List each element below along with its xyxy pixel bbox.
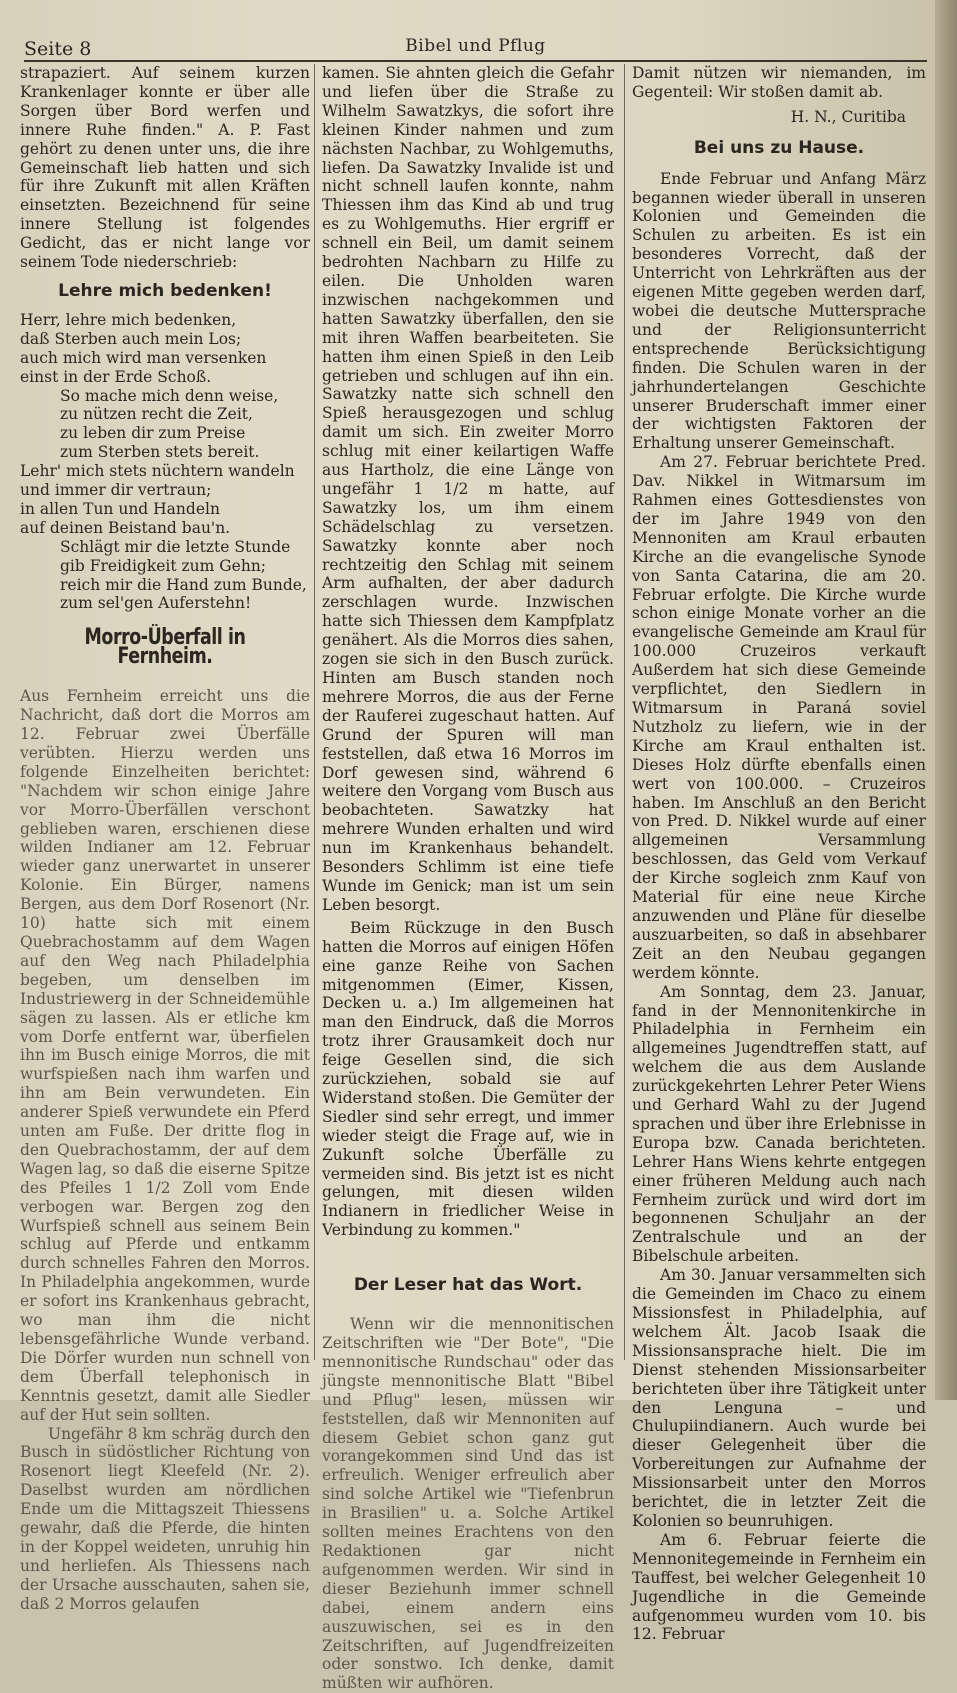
article-paragraph: Damit nützen wir niemanden, im Gegenteil: Wir stoßen damit ab. [632, 64, 926, 101]
article-paragraph: Ungefähr 8 km schräg durch den Busch in südöstlicher Richtung von Rosenort liegt Kleefeld (Nr. 2). Daselbst wurden am nördlichen Ende um die Mittagszeit Thiessens gewahr, daß die Pferde, die hinten in der Koppel weideten, unruhig hin und herliefen. Als Thiessens nach der Ursache ausschauten, sahen sie, daß 2 Morros gelaufen [20, 1424, 310, 1613]
article-paragraph: Wenn wir die mennonitischen Zeitschriften wie "Der Bote", "Die mennonitische Rundschau" oder das jüngste mennonitische Blatt "Bibel und Pflug" lesen, müssen wir feststellen, daß wir Mennoniten auf diesem Gebiet schon ganz gut vorangekommen sind Und das ist erfreulich. Weniger erfreulich aber sind solche Artikel wie "Tiefenbrun in Brasilien" u. a. Solche Artikel sollten meines Erachtens von den Redaktionen gar nicht aufgenommen werden. Wir sind in dieser Beziehunh immer schnell dabei, einem andern eins auszuwischen, sei es in den Zeitschriften, auf Jugendfreizeiten oder sonstwo. Ich denke, damit müßten wir aufhören. [322, 1315, 614, 1693]
poem-line: in allen Tun und Handeln [20, 499, 220, 518]
poem-line: zu leben dir zum Preise [60, 424, 246, 443]
poem [20, 311, 310, 614]
poem-line: Lehr' mich stets nüchtern wandeln [20, 462, 295, 481]
poem-line: Herr, lehre mich bedenken, [20, 310, 237, 329]
page-header [24, 34, 927, 62]
poem-line: So mache mich denn weise, [60, 386, 279, 405]
article-paragraph: Am Sonntag, dem 23. Januar, fand in der Mennonitenkirche in Philadelphia in Fernheim ein allgemeines Jugendtreffen statt, auf welchem die aus dem Auslande zurückgekehrten Lehrer Peter Wiens und Gerhard Wahl zu der Jugend sprachen und über ihre Erlebnisse in Europa bzw. Canada berichteten. Lehrer Hans Wiens kehrte entgegen einer früheren Meldung auch nach Fernheim zurück und wird dort im begonnenen Schuljahr an der Zentralschule und an der Bibelschule arbeiten. [632, 982, 926, 1266]
obituary-intro: strapaziert. Auf seinem kurzen Krankenlager konnte er über alle Sorgen über Bord werfen und innere Ruhe finden." A. P. Fast gehört zu denen unter uns, die ihre Gemeinschaft lieb hatten und sich für ihre Zukunft mit allen Kräften einsetzten. Bezeichnend für seine innere Stellung ist folgendes Gedicht, das er nicht lange vor seinem Tode niederschrieb: [20, 64, 310, 272]
article-paragraph: Aus Fernheim erreicht uns die Nachricht, daß dort die Morros am 12. Februar zwei Überfälle verübten. Hierzu werden uns folgende Einzelheiten berichtet: "Nachdem wir schon einige Jahre vor Morro-Überfällen verschont geblieben waren, erschienen diese wilden Indianer am 12. Februar wieder ganz unerwartet in unserer Kolonie. Ein Bürger, namens Bergen, aus dem Dorf Rosenort (Nr. 10) hatte sich mit einem Quebrachostamm auf dem Wagen auf den Weg nach Philadelphia begeben, um denselben im Industriewerg in der Schneidemühle sägen zu lassen. Als er etliche km vom Dorfe entfernt war, überfielen ihn im Busch einige Morros, die mit wurfspießen nach ihm warfen und ihn am Bein verwundeten. Ein anderer Spieß verwundete ein Pferd unten am Fuße. Der dritte flog in den Quebrachostamm, der auf dem Wagen lag, so daß die eiserne Spitze des Pfeiles 1 1/2 Zoll vom Ende verbogen war. Bergen zog den Wurfspieß schnell aus seinem Bein schlug auf Pferde und entkamm durch schnelles Fahren den Morros. In Philadelphia angekommen, wurde er sofort ins Krankenhaus gebracht, wo man ihm die nicht lebensgefährliche Wunde verband. Die Dörfer wurden nun schnell von dem Überfall telephonisch in Kenntnis gesetzt, damit alle Siedler auf der Hut sein sollten. [20, 687, 310, 1424]
poem-line: und immer dir vertraun; [20, 481, 212, 500]
poem-line: zum Sterben stets bereit. [60, 443, 260, 462]
poem-line: reich mir die Hand zum Bunde, [60, 575, 307, 594]
poem-line: daß Sterben auch mein Los; [20, 329, 242, 348]
article-paragraph: Am 6. Februar feierte die Mennonitegemeinde in Fernheim ein Tauffest, bei welcher Gelegenheit 10 Jugendliche in die Gemeinde aufgenommeu wurden vom 10. bis 12. Februar [632, 1530, 926, 1644]
page-number: Seite 8 [24, 38, 92, 60]
article-paragraph: Am 30. Januar versammelten sich die Gemeinden im Chaco zu einem Missionsfest in Philadelphia, auf welchem Ält. Jacob Isaak die Missionsansprache hielt. Die im Dienst stehenden Missionsarbeiter berichteten über ihre Tätigkeit unter den Lenguna – und Chulupiindianern. Auch wurde bei dieser Gelegenheit über die Vorbereitungen zur Aufnahme der Missionsarbeit unter den Morros berichtet, die in letzter Zeit die Kolonien so beunruhigen. [632, 1266, 926, 1530]
publication-title: Bibel und Pflug [405, 36, 546, 56]
poem-line: zum sel'gen Auferstehn! [60, 594, 252, 613]
column-rule-1 [314, 64, 315, 1360]
poem-line: auch mich wird man versenken [20, 348, 267, 367]
poem-line: zu nützen recht die Zeit, [60, 405, 253, 424]
poem-line: auf deinen Beistand bau'n. [20, 518, 231, 537]
column-3 [632, 64, 926, 1644]
column-rule-2 [624, 64, 625, 1360]
poem-line: einst in der Erde Schoß. [20, 367, 212, 386]
article-title-hause: Bei uns zu Hause. [693, 137, 865, 158]
article-paragraph: kamen. Sie ahnten gleich die Gefahr und liefen über die Straße zu Wilhelm Sawatzkys, die sofort ihre kleinen Kinder nahmen und zum nächsten Nachbar, zu Wohlgemuths, liefen. Da Sawatzky Invalide ist und nicht schnell laufen konnte, nahm Thiessen ihm das Kind ab und trug es zu Wohlgemuths. Hier ergriff er schnell ein Beil, um damit seinem bedrohten Nachbarn zu Hilfe zu eilen. Die Unholden waren inzwischen nachgekommen und hatten Sawatzky überfallen, den sie mit ihren Waffen bearbeiteten. Sie hatten ihm einen Spieß in den Leib getrieben und schlugen auf ihn ein. Sawatzky natte sich schnell den Spieß herausgezogen und schlug damit um sich. Ein zweiter Morro schlug mit einer keilartigen Waffe aus Hartholz, die eine Länge von ungefähr 1 1/2 m hatte, auf Sawatzky los, um ihm einem Schädelschlag zu versetzen. Sawatzky konnte aber noch rechtzeitig den Schlag mit seinem Arm aufhalten, der aber dadurch zerschlagen wurde. Inzwischen hatte sich Thiessen dem Kampfplatz genähert. Als die Morros dies sahen, zogen sie sich in den Busch zurück. Hinten am Busch standen noch mehrere Morros, die aus der Ferne der Rauferei zugeschaut hatten. Auf Grund der Spuren will man feststellen, daß etwa 16 Morros im Dorf gewesen sind, während 6 weitere den Vorgang vom Busch aus beobachteten. Sawatzky hat mehrere Wunden erhalten und wird nun im Krankenhaus behandelt. Besonders Schlimm ist eine tiefe Wunde im Genick; man ist um sein Leben besorgt. [322, 64, 614, 914]
poem-line: gib Freidigkeit zum Gehn; [60, 556, 267, 575]
article-paragraph: Am 27. Februar berichtete Pred. Dav. Nikkel in Witmarsum im Rahmen eines Gottesdienstes von der im Jahre 1949 von den Mennoniten am Kraul erbauten Kirche an die evangelische Synode von Santa Catarina, die am 20. Februar erfolgte. Die Kirche wurde schon einige Monate vorher an die evangelische Gemeinde am Kraul für 100.000 Cruzeiros verkauft Außerdem hat sich diese Gemeinde verpflichtet, den Siedlern in Witmarsum in Paraná soviel Nutzholz zu liefern, wie in der Kirche am Kraul enthalten ist. Dieses Holz dürfte ebenfalls einen wert von 100.000. – Cruzeiros haben. Im Anschluß an den Bericht von Pred. D. Nikkel wurde auf einer allgemeinen Versammlung beschlossen, das Geld vom Verkauf der Kirche sogleich znm Kauf von Material für eine neue Kirche anzuwenden und Pläne für dieselbe auszuarbeiten, so daß in absehbarer Zeit an den Neubau gegangen werdem könnte. [632, 453, 926, 982]
article-title-leser: Der Leser hat das Wort. [353, 1275, 583, 1296]
column-2 [322, 64, 614, 1693]
article-paragraph: Beim Rückzuge in den Busch hatten die Morros auf einigen Höfen eine ganze Reihe von Sachen mitgenommen (Eimer, Kissen, Decken u. a.) Im allgemeinen hat man den Eindruck, daß die Morros trotz ihrer Grausamkeit doch nur feige Gesellen sind, die sich zurückziehen, sobald sie auf Widerstand stoßen. Die Gemüter der Siedler sind sehr erregt, und immer wieder steigt die Frage auf, wie in Zukunft solche Überfälle zu vermeiden sind. Bis jetzt ist es nicht gelungen, mit diesen wilden Indianern in friedlicher Weise in Verbindung zu kommen." [322, 918, 614, 1240]
article-paragraph: Ende Februar und Anfang März begannen wieder überall in unseren Kolonien und Gemeinden die Schulen zu arbeiten. Es ist ein besonderes Vorrecht, daß der Unterricht von Lehrkräften aus der eigenen Mitte gegeben werden darf, wobei die deutsche Muttersprache und der Religionsunterricht entsprechende Berücksichtigung finden. Die Schulen waren in der jahrhundertelangen Geschichte unserer Bruderschaft immer einer der wichtigsten Faktoren der Erhaltung unserer Gemeinschaft. [632, 169, 926, 453]
author-signature: H. N., Curitiba [790, 107, 906, 126]
article-title-morro: Morro-Überfall in Fernheim. [84, 625, 246, 670]
poem-title: Lehre mich bedenken! [58, 280, 272, 301]
book-binding-edge [935, 0, 957, 1400]
column-1 [20, 64, 310, 1614]
poem-line: Schlägt mir die letzte Stunde [60, 537, 291, 556]
